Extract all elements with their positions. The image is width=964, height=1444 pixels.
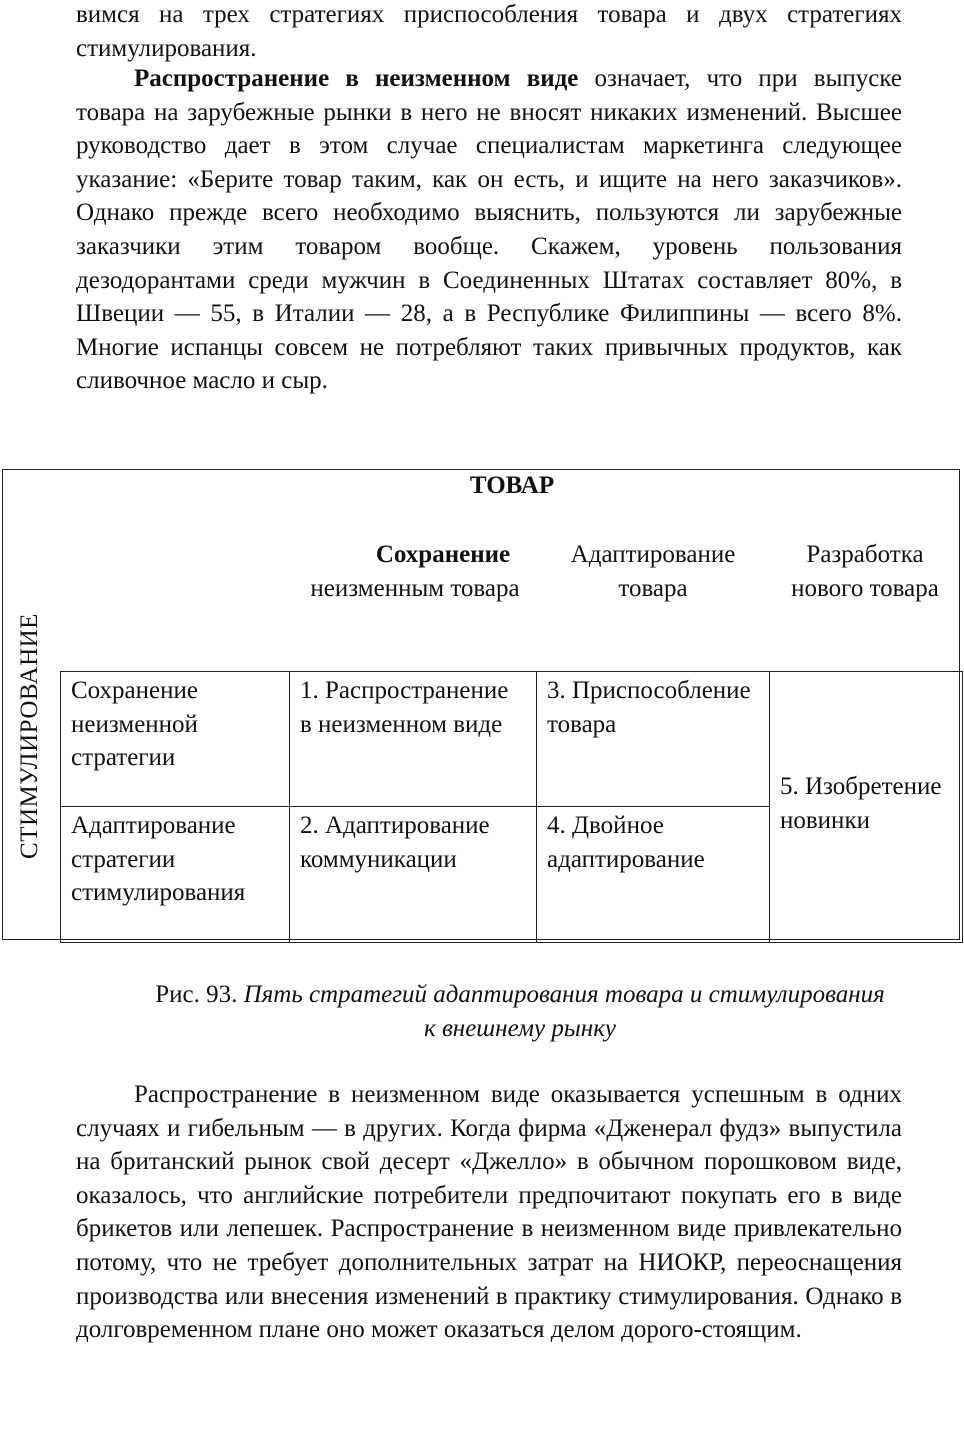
row-label-adapt-promotion: Адаптирование стратегии стимулирования xyxy=(61,807,290,943)
paragraph-unchanged-extension-text: означает, что при выпуске товара на зарубежные рынки в него не вносят никаких изменений. Высшее руководство дает в этом случае специалистам маркетинга следующее указание: «Берите товар таким, как он есть, и ищите на него заказчиков». Однако прежде всего необходимо выяснить, пользуются ли зарубежные заказчики этим товаром вообще. Скажем, уровень пользования дезодорантами среди мужчин в Соединенных Штатах составляет 80%, в Швеции — 55, в Италии — 28, а в Республике Филиппины — всего 8%. Многие испанцы совсем не потребляют таких привычных продуктов, как сливочное масло и сыр. xyxy=(76,65,902,395)
strategy-cell-1: 1. Распространение в неизменном виде xyxy=(290,672,537,807)
column-header-keep-product-rest: неизменным товара xyxy=(310,574,520,602)
paragraph-intro-end: вимся на трех стратегиях приспособления товара и двух стратегиях стимулирования. xyxy=(76,1,902,62)
strategy-cell-4: 4. Двойное адаптирование xyxy=(537,807,770,943)
column-header-keep-product-bold: Сохранение xyxy=(375,541,511,568)
column-header-new-product: Разработка нового товара xyxy=(791,541,939,602)
strategy-cell-2: 2. Адаптирование коммуникации xyxy=(290,807,537,943)
paragraph-success-failure: Распространение в неизменном виде оказывается успешным в одних случаях и гибельным — в других. Когда фирма «Дженерал фудз» выпустила на британский рынок свой десерт «Джелло» в обычном порошковом виде, оказалось, что английские потребители предпочитают покупать его в виде брикетов или лепешек. Распространение в неизменном виде привлекательно потому, что не требует дополнительных затрат на НИОКР, переоснащения производства или внесения изменений в практику стимулирования. Однако в долговременном плане оно может оказаться делом дорого-стоящим. xyxy=(76,1081,902,1344)
strategy-cell-3: 3. Приспособление товара xyxy=(537,672,770,807)
column-header-adapt-product: Адаптирование товара xyxy=(570,541,736,602)
strategy-grid xyxy=(60,671,963,943)
strategy-cell-5-text: 5. Изобретение новинки xyxy=(780,773,942,834)
strategy-cell-5 xyxy=(770,672,963,943)
figure-side-label: СТИМУЛИРОВАНИЕ xyxy=(16,613,43,859)
row-label-keep-promotion: Сохранение неизменной стратегии xyxy=(61,672,290,807)
figure-caption-prefix: Рис. 93. xyxy=(155,981,244,1008)
figure-caption-italic: Пять стратегий адаптирования товара и стимулирования к внешнему рынку xyxy=(243,981,885,1042)
term-unchanged-extension: Распространение в неизменном виде xyxy=(134,65,579,92)
column-header-keep-product xyxy=(300,538,540,605)
figure-caption xyxy=(150,978,890,1045)
paragraph-unchanged-extension xyxy=(76,62,902,398)
figure-title: ТОВАР xyxy=(469,472,555,499)
